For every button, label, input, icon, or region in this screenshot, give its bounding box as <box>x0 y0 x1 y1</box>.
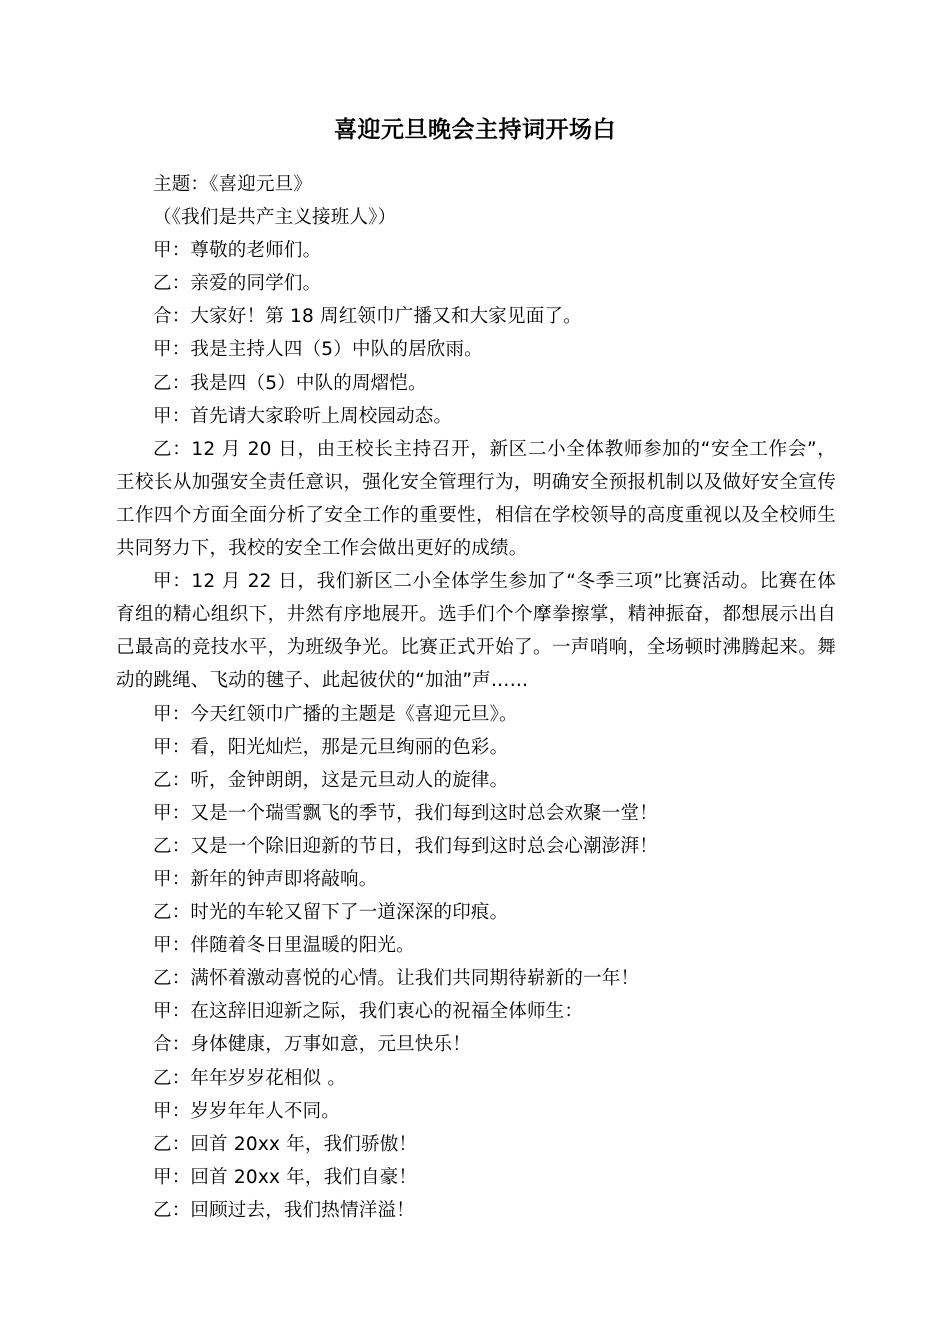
document-body <box>116 168 836 1227</box>
paragraph-line: 乙：时光的车轮又留下了一道深深的印痕。 <box>153 902 509 924</box>
paragraph-line: 甲：新年的钟声即将敲响。 <box>153 868 378 890</box>
paragraph-line: 甲：岁岁年年人不同。 <box>153 1100 341 1122</box>
paragraph-line: 乙：年年岁岁花相似 。 <box>153 1067 347 1089</box>
paragraph-line: 乙：亲爱的同学们。 <box>153 273 322 295</box>
paragraph-line: 甲：伴随着冬日里温暖的阳光。 <box>153 935 415 957</box>
paragraph-line: 合：大家好！第 18 周红领巾广播又和大家见面了。 <box>153 306 582 328</box>
paragraph-line: 乙：听，金钟朗朗，这是元旦动人的旋律。 <box>153 769 509 791</box>
paragraph-line: 乙：回首 20xx 年，我们骄傲！ <box>153 1133 418 1155</box>
paragraph-winter-games: 甲：12 月 22 日，我们新区二小全体学生参加了“冬季三项”比赛活动。比赛在体育组的精心组织下，井然有序地展开。选手们个个摩拳擦掌，精神振奋，都想展示出自己最高的竞技水平，为班级争光。比赛正式开始了。一声哨响，全场顿时沸腾起来。舞动的跳绳、飞动的毽子、此起彼伏的“加油”声…… <box>116 571 836 692</box>
paragraph-line: 乙：又是一个除旧迎新的节日，我们每到这时总会心潮澎湃！ <box>153 835 658 857</box>
paragraph-line: 甲：又是一个瑞雪飘飞的季节，我们每到这时总会欢聚一堂！ <box>153 802 658 824</box>
paragraph-song: （《我们是共产主义接班人》） <box>153 207 397 229</box>
paragraph-line: 甲：首先请大家聆听上周校园动态。 <box>153 405 453 427</box>
paragraph-line: 甲：回首 20xx 年，我们自豪！ <box>153 1166 418 1188</box>
paragraph-line: 乙：回顾过去，我们热情洋溢！ <box>153 1199 415 1221</box>
paragraph-line: 乙：满怀着激动喜悦的心情。让我们共同期待崭新的一年！ <box>153 968 640 990</box>
paragraph-theme: 主题：《喜迎元旦》 <box>153 174 313 195</box>
paragraph-line: 乙：我是四（5）中队的周熠恺。 <box>153 372 427 394</box>
paragraph-line: 甲：在这辞旧迎新之际，我们衷心的祝福全体师生： <box>153 1001 584 1023</box>
paragraph-line: 甲：尊敬的老师们。 <box>153 240 322 262</box>
paragraph-line: 甲：看，阳光灿烂，那是元旦绚丽的色彩。 <box>153 736 509 758</box>
paragraph-line: 甲：我是主持人四（5）中队的居欣雨。 <box>153 339 483 361</box>
document-title: 喜迎元旦晚会主持词开场白 <box>334 117 616 143</box>
paragraph-line: 合：身体健康，万事如意，元旦快乐！ <box>153 1034 471 1056</box>
paragraph-safety-meeting: 乙：12 月 20 日，由王校长主持召开，新区二小全体教师参加的“安全工作会”，王校长从加强安全责任意识，强化安全管理行为，明确安全预报机制以及做好安全宣传工作四个方面全面分析了安全工作的重要性，相信在学校领导的高度重视以及全校师生共同努力下，我校的安全工作会做出更好的成绩。 <box>116 438 836 560</box>
paragraph-line: 甲：今天红领巾广播的主题是《喜迎元旦》。 <box>153 703 518 725</box>
